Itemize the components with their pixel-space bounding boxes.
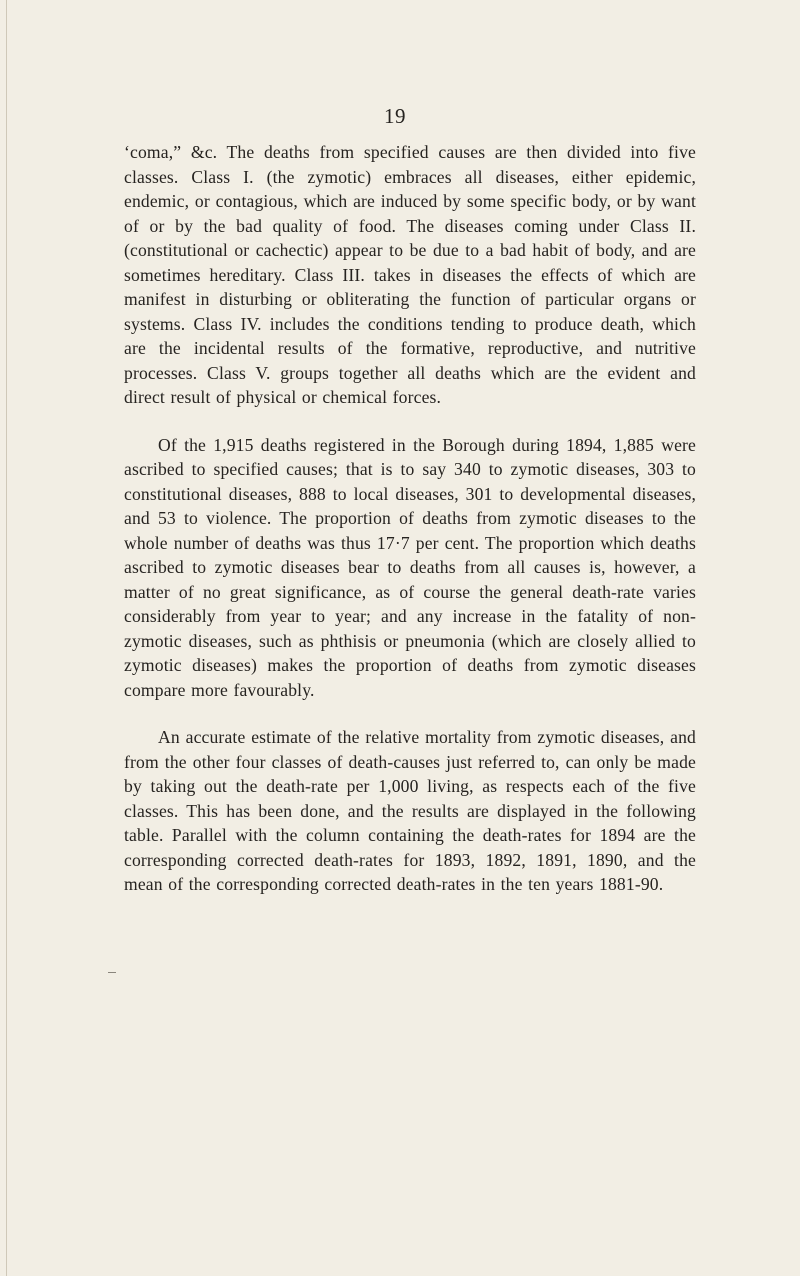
paragraph-classes: ‘coma,” &c. The deaths from specified causes are then divided into five classes. Class I. (the zymotic) embraces all diseases, either epidemic, endemic, or contagious, which are induced by some specific body, or by want of or by the bad quality of food. The diseases coming under Class II. (constitutional or cachectic) appear to be due to a bad habit of body, and are sometimes hereditary. Class III. takes in diseases the effects of which are manifest in disturbing or obliterating the function of particular organs or systems. Class IV. includes the conditions tending to produce death, which are the incidental results of the formative, reproductive, and nutritive processes. Class V. groups together all deaths which are the evident and direct result of physical or chemical forces.: [124, 142, 696, 407]
paragraph-deaths-1894: Of the 1,915 deaths registered in the Borough during 1894, 1,885 were ascribed to specified causes; that is to say 340 to zymotic diseases, 303 to constitutional diseases, 888 to local diseases, 301 to developmental diseases, and 53 to violence. The proportion of deaths from zymotic diseases to the whole number of deaths was thus 17·7 per cent. The proportion which deaths ascribed to zymotic diseases bear to deaths from all causes is, however, a matter of no great significance, as of course the general death-rate varies considerably from year to year; and any increase in the fatality of non-zymotic diseases, such as phthisis or pneumonia (which are closely allied to zymotic diseases) makes the proportion of deaths from zymotic diseases compare more favourably.: [124, 434, 696, 700]
paragraph-mortality-estimate: An accurate estimate of the relative mortality from zymotic diseases, and from the other four classes of death-causes just referred to, can only be made by taking out the death-rate per 1,000 living, as respects each of the five classes. This has been done, and the results are displayed in the following table. Parallel with the column containing the death-rates for 1894 are the corresponding corrected death-rates for 1893, 1892, 1891, 1890, and the mean of the corresponding corrected death-rates in the ten years 1881-90.: [124, 727, 696, 894]
page-number: 19: [384, 104, 406, 128]
page-edge-shadow: [6, 0, 7, 1276]
body-text: [124, 140, 696, 897]
margin-mark: [108, 972, 116, 973]
